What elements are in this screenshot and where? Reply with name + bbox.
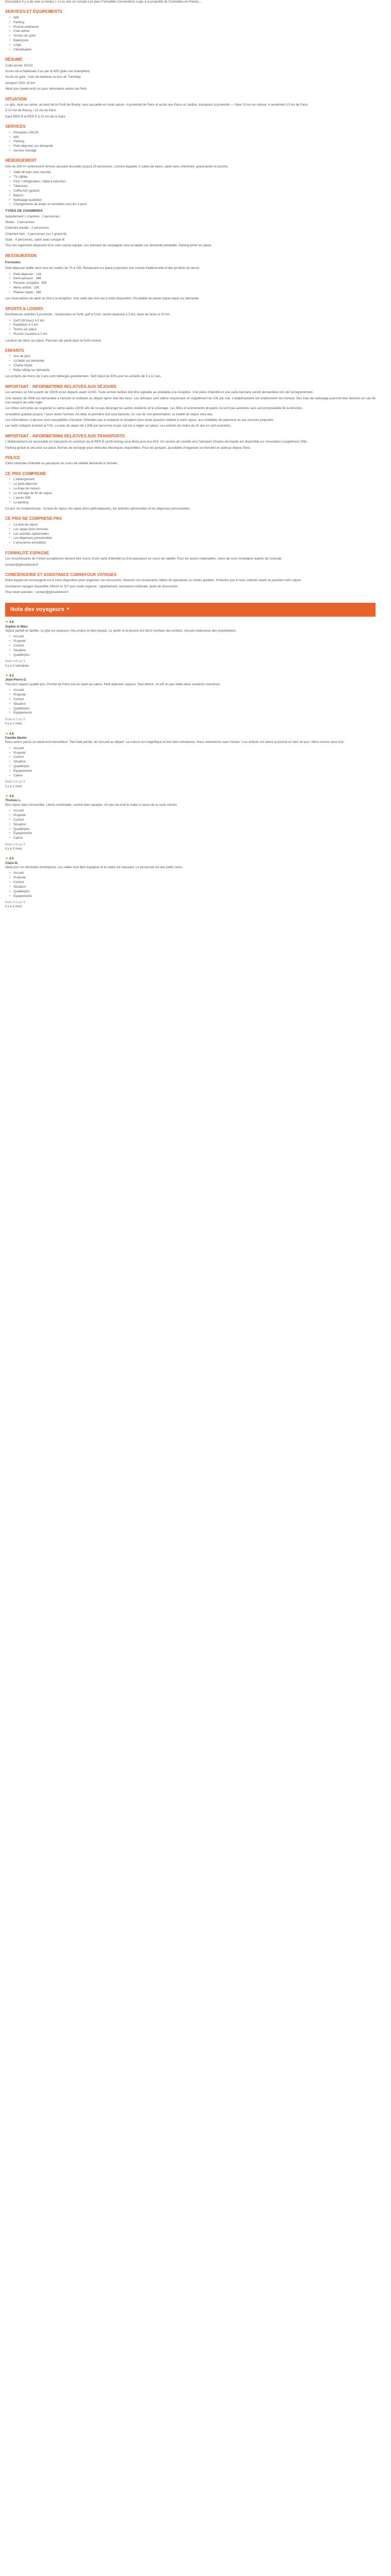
review-tag: • Confort: [13, 698, 376, 702]
conciergerie-heading: CONCIERGERIE ET ASSISTANCE CARREFOUR VOYAGES: [5, 572, 117, 577]
list-item: • Le linge de maison: [13, 487, 376, 491]
prix-ne-comprend-list: [5, 523, 376, 546]
review-tag: • Propreté: [13, 876, 376, 880]
list-item: • Balançoire: [13, 39, 376, 43]
review-tag: • Situation: [13, 702, 376, 706]
reviews-header-bar[interactable]: [5, 603, 376, 617]
review-tag: • Accueil: [13, 871, 376, 875]
review-item: [5, 794, 376, 851]
review-tag: • Qualité/prix: [13, 765, 376, 769]
list-item: • Petit-déjeuner : 12€: [13, 273, 376, 277]
list-item: • Aire de jeux: [13, 354, 376, 359]
list-item: • Chat admis: [13, 29, 376, 33]
review-date: il y a 3 mois: [5, 846, 22, 851]
review-tag: • Équipements: [13, 832, 376, 836]
resume-line: Accès en gare : train de banlieue ou bus de Tremblay: [5, 75, 81, 79]
chevron-down-icon: ▼: [66, 607, 70, 612]
list-item: • Plateau repas : 18€: [13, 291, 376, 295]
important-heading: IMPORTANT - INFORMATIONS RELATIVES AUX SÉJOURS: [5, 384, 117, 389]
important-para: Les arrivées se font à partir de 15h00 et les départs avant 11h00. Toute arrivée tardive doit être signalée au préalable à la réception. Une pièce d'identité et une carte bancaire seront demandées lors de l'enregistrement.: [5, 391, 314, 395]
list-item: • TV câblée: [13, 175, 376, 179]
important-para: Annulation gratuite jusqu'à 7 jours avant l'arrivée. Au-delà, la première nuit sera facturée. En cas de non-présentation, la totalité du séjour sera due.: [5, 412, 214, 416]
important2-para: Parking gratuit et sécurisé sur place. Bornes de recharge pour véhicules électriques disponibles. Pour les groupes, possibilité d'organiser un transfert en autocar depuis Paris.: [5, 446, 251, 450]
review-text: Bon séjour dans l'ensemble. Literie confortable, cuisine bien équipée. Un peu de bruit le matin à cause de la route voisine.: [5, 803, 178, 807]
list-item: • Petit-déjeuner sur demande: [13, 144, 376, 148]
review-author: Sophie et Marc: [5, 624, 28, 629]
sports-heading: SPORTS & LOISIRS: [5, 306, 43, 311]
review-tag: • Situation: [13, 885, 376, 889]
list-item: • Demi-pension : 38€: [13, 277, 376, 281]
list-item: • L'accès Wifi: [13, 496, 376, 500]
situation-heading: SITUATION: [5, 96, 27, 101]
review-tag: • Qualité/prix: [13, 890, 376, 894]
important-para: Une caution de 300€ est demandée à l'arrivée et restituée au départ après état des lieux. Les animaux sont admis moyennant un supplément de 10€ par nuit. L'établissement est entièrement non-fumeur. Des frais de nettoyage pourront être facturés en cas de non-respect de cette règle.: [5, 396, 376, 404]
list-item: • Chaise haute: [13, 364, 376, 368]
review-score: 4.6: [9, 620, 14, 624]
intro-text: Description Il y a de cela un temps (~) Les avis en compte Les joies Formalités Conventions Logis à la propriété de Cormeilles-en-Parisis…: [5, 0, 202, 4]
conciergerie-text2: Assistance voyages disponible 24h/24 et 7j/7 pour toute urgence : rapatriement, assistance médicale, perte de documents.: [5, 584, 179, 588]
review-tags: [5, 635, 376, 657]
list-item: • Le ménage de fin de séjour: [13, 492, 376, 496]
hebergement-text: Gîte de 300 m² entièrement rénové, pouvant accueillir jusqu'à 20 personnes. Cuisine équipée, 3 salles de bains, salon avec cheminée, grand jardin et piscine.: [5, 164, 229, 168]
review-tag: • Confort: [13, 644, 376, 648]
police-text: Carte nationale d'identité ou passeport en cours de validité demandé à l'arrivée.: [5, 462, 118, 466]
star-rating-icon: ★: [5, 620, 9, 624]
room-type: Studio : 2 personnes: [5, 220, 35, 224]
review-tag: • Accueil: [13, 688, 376, 692]
review-text: Séjour parfait en famille. Le gîte est spacieux, très propre et bien équipé. Le jardin et la piscine ont fait le bonheur des enfants. Accueil chaleureux des propriétaires.: [5, 629, 237, 633]
list-item: • Climatisation: [13, 48, 376, 52]
review-tag: • Situation: [13, 649, 376, 653]
list-item: • Parking: [13, 21, 376, 25]
hebergement-text2: Tous les logements disposent d'un coin cuisine équipé. Les animaux de compagnie sont acceptés sur demande préalable. Parking privé sur place.: [5, 244, 212, 248]
review-rating-label: Noté 4.2 sur 5: [5, 717, 25, 721]
prix-comprend-list: [5, 478, 376, 505]
enfants-heading: ENFANTS: [5, 348, 24, 353]
resume-line: Code postal: 93110: [5, 63, 33, 67]
situation-text: Le gîte, situé au calme, au bord de la Forêt de Bondy, vous accueille en toute saison. A proximité de Paris et accès aux Parcs et Jardins, transports à proximité — Gare 15 mn en voiture. A seulement 13 km de Paris.: [5, 103, 308, 107]
list-item: • Équitation à 3 km: [13, 323, 376, 327]
list-item: • Golf (18 trous) à 5 km: [13, 319, 376, 323]
review-rating-label: Noté 4.6 sur 5: [5, 659, 25, 664]
review-date: il y a 1 mois: [5, 722, 22, 726]
formalites-link[interactable]: contact@gitesdeforet.fr: [5, 563, 39, 567]
review-tag: • Équipements: [13, 711, 376, 715]
prix-comprend-heading: CE PRIX COMPREND: [5, 471, 46, 476]
conciergerie-text: Notre équipe de conciergerie est à votre disposition pour organiser vos excursions, réserver vos restaurants, billets de spectacles ou visites guidées. N'hésitez pas à nous solliciter avant ou pendant votre séjour.: [5, 579, 302, 583]
room-type: Suite : 4 personnes, salon avec canapé-lit: [5, 238, 64, 242]
review-tag: • Équipements: [13, 894, 376, 899]
list-item: • Four / réfrigérateur / table à induction: [13, 180, 376, 184]
review-rating-label: Noté 4.5 sur 5: [5, 901, 25, 905]
formalites-text: Les ressortissants de l'Union européenne doivent être munis d'une carte d'identité ou d'un passeport en cours de validité. Pour les autres nationalités, merci de vous renseigner auprès du consulat.: [5, 557, 282, 561]
room-type: Appartement 1 chambre : 2 personnes: [5, 214, 60, 218]
review-tag: • Équipements: [13, 769, 376, 773]
star-rating-icon: ★: [5, 732, 9, 736]
star-rating-icon: ★: [5, 674, 9, 677]
restauration-text: Petit-déjeuner buffet servi tous les matins de 7h à 10h. Restaurant sur place proposant une cuisine traditionnelle et des produits du terroir.: [5, 266, 200, 270]
review-tag: • Propreté: [13, 693, 376, 697]
conciergerie-text3: Pour toute question : contact@gitesdeforet.fr: [5, 590, 69, 595]
list-item: • Wifi: [13, 16, 376, 20]
services-heading: SERVICES ET ÉQUIPEMENTS: [5, 9, 62, 14]
review-score: 4.2: [9, 674, 14, 677]
review-tag: • Calme: [13, 836, 376, 840]
important2-heading: IMPORTANT - INFORMATIONS RELATIVES AUX TRANSPORTS: [5, 433, 125, 438]
review-tag: • Propreté: [13, 639, 376, 643]
list-item: • Coffre-fort (gratuit): [13, 189, 376, 193]
review-tag: • Calme: [13, 774, 376, 778]
review-author: Famille Martin: [5, 736, 27, 740]
list-item: • Tennis sur place: [13, 328, 376, 332]
review-author: Thomas L.: [5, 799, 21, 803]
list-item: • L'hébergement: [13, 478, 376, 482]
review-item: [5, 732, 376, 789]
review-author: Jean-Pierre D.: [5, 678, 27, 682]
list-item: • Linge: [13, 43, 376, 47]
list-item: • La taxe de séjour: [13, 523, 376, 527]
restauration-heading: RESTAURATION: [5, 253, 37, 258]
star-rating-icon: ★: [5, 794, 9, 798]
list-item: • Les activités optionnelles: [13, 532, 376, 536]
restauration-sub: Formules: [5, 261, 21, 265]
list-item: • Télévision: [13, 184, 376, 189]
list-item: • Wifi: [13, 135, 376, 140]
list-item: • Piscine extérieure: [13, 25, 376, 29]
resume-heading: RÉSUMÉ: [5, 57, 23, 62]
list-item: • Terrain de sport: [13, 34, 376, 38]
review-item: [5, 856, 376, 909]
list-item: • Salle de bain avec douche: [13, 171, 376, 175]
reviews-header-label: Note des voyageurs: [10, 606, 64, 613]
review-item: [5, 673, 376, 726]
list-item: • Parking: [13, 140, 376, 144]
formalites-heading: FORMALITÉ ESPAGNE: [5, 550, 50, 555]
list-item: • Nettoyage quotidien: [13, 198, 376, 202]
situation-line: Gare RER B et RER E à 10 mn de la Gare: [5, 114, 66, 118]
list-item: • Le petit-déjeuner: [13, 482, 376, 486]
page-content: [0, 0, 381, 909]
enfants-text: Les enfants de moins de 3 ans sont hébergés gratuitement. Tarif réduit de 50% pour les enfants de 3 à 12 ans.: [5, 375, 161, 379]
important-para: Les tarifs indiqués incluent la TVA. La taxe de séjour de 1,50€ par personne et par nuit est à régler sur place. Les enfants de moins de 18 ans en sont exonérés.: [5, 424, 232, 428]
review-author: Claire B.: [5, 861, 19, 865]
review-rating-label: Noté 3.9 sur 5: [5, 842, 25, 846]
important-para: Les informations ci-dessus sont susceptibles d'évoluer. N'hésitez pas à contacter la réception pour toute question relative à votre séjour, aux modalités de paiement ou aux services proposés.: [5, 418, 274, 422]
resume-line: Idéal pour (week-end) ou pour séminaires autour de Paris: [5, 87, 87, 91]
list-item: • Pension complète : 55€: [13, 281, 376, 285]
resume-line: Aéroport CDG 15 km: [5, 81, 35, 85]
hebergement-heading: HÉBERGEMENT: [5, 158, 37, 163]
important2-para: L'établissement est accessible en transports en commun via le RER B (arrêt Aulnay-sous-Bois) puis bus 615. Un service de navette vers l'aéroport Charles-de-Gaulle est disponible sur réservation (supplément 25€).: [5, 440, 308, 444]
list-item: • Le parking: [13, 501, 376, 505]
review-tag: • Situation: [13, 823, 376, 827]
list-item: • Baby-sitting sur demande: [13, 368, 376, 372]
review-score: 4.5: [9, 857, 14, 861]
review-rating-label: Noté 4.8 sur 5: [5, 780, 25, 784]
important-para: Les hôtes sont priés de respecter le calme après 22h00 afin de ne pas déranger les autres résidents et le voisinage. Les fêtes et événements bruyants ne sont pas autorisés sans accord préalable de la direction.: [5, 406, 303, 411]
sports-text2: Location de vélos sur place. Parcours de santé dans la forêt voisine.: [5, 338, 102, 343]
list-item: • Lit bébé sur demande: [13, 359, 376, 363]
review-tags: [5, 809, 376, 841]
list-item: • Changements de draps et serviettes tous les 3 jours: [13, 202, 376, 207]
review-tags: [5, 747, 376, 778]
review-item: [5, 620, 376, 668]
services2-heading: SERVICES: [5, 124, 26, 129]
prix-comprend-text: Ce prix ne comprend pas : la taxe de séjour, les repas (hors petit-déjeuner), les activités optionnelles et les dépenses personnelles.: [5, 506, 191, 511]
restauration-text2: Les réservations de table se font à la réception. Une carte des vins est à votre disposition. Possibilité de panier pique-nique sur demande.: [5, 297, 200, 301]
resume-line: Accès via la Nationale 3 ou par la N30 (jolie vue champêtre): [5, 70, 90, 74]
review-tag: • Accueil: [13, 747, 376, 751]
sports-list: [5, 319, 376, 337]
review-text: Très bon rapport qualité-prix. Proche de Paris tout en étant au calme. Petit-déjeuner copieux. Seul bémol : le wifi un peu faible dans certaines chambres.: [5, 682, 221, 686]
review-text: Nous avons passé un week-end merveilleux. Tout était parfait, de l'accueil au départ. La maison est magnifique et très bien entretenue. Nous reviendrons sans hésiter ! Les enfants ont adoré la piscine et l'aire de jeux. Merci encore pour tout.: [5, 740, 345, 744]
review-tag: • Qualité/prix: [13, 827, 376, 832]
police-heading: POLICE: [5, 455, 21, 460]
prix-ne-comprend-heading: CE PRIX NE COMPREND PAS: [5, 516, 62, 521]
room-type: Chambre twin : 2 personnes (ou 1 grand lit): [5, 232, 67, 236]
list-item: • Les dépenses personnelles: [13, 536, 376, 540]
review-tag: • Qualité/prix: [13, 653, 376, 657]
services2-list: [5, 131, 376, 154]
review-score: 4.8: [9, 732, 14, 736]
review-date: il y a 2 mois: [5, 784, 22, 788]
review-tag: • Qualité/prix: [13, 707, 376, 711]
room-type: Chambre double : 2 personnes: [5, 226, 49, 230]
list-item: • Service ménage: [13, 149, 376, 153]
review-tags: [5, 871, 376, 899]
review-text: Idéal pour un séminaire d'entreprise. Les salles sont bien équipées et le cadre est reposant. Le personnel est aux petits soins.: [5, 866, 183, 870]
list-item: • Les repas (hors formule): [13, 528, 376, 532]
review-tags: [5, 688, 376, 716]
review-tag: • Propreté: [13, 814, 376, 818]
list-item: • Réception 24h/24: [13, 131, 376, 135]
list-item: • Menu enfant : 15€: [13, 286, 376, 290]
situation-line: À 10 mn de Roissy / 15 mn de Paris: [5, 109, 56, 113]
review-tag: • Accueil: [13, 809, 376, 813]
enfants-list: [5, 354, 376, 372]
services-list: [5, 16, 376, 52]
review-tag: • Confort: [13, 818, 376, 822]
star-rating-icon: ★: [5, 857, 9, 861]
list-item: • L'assurance annulation: [13, 541, 376, 545]
review-score: 3.9: [9, 794, 14, 798]
review-tag: • Confort: [13, 880, 376, 885]
room-types-heading: TYPES DE CHAMBRES: [5, 209, 43, 213]
hebergement-list: [5, 171, 376, 207]
review-date: il y a 2 semaines: [5, 664, 29, 668]
sports-text: Nombreuses activités à proximité : randonnées en forêt, golf à 5 km, centre équestre à 3 km, base de loisirs à 10 km.: [5, 313, 171, 317]
review-tag: • Propreté: [13, 751, 376, 755]
review-tag: • Situation: [13, 760, 376, 764]
review-tag: • Accueil: [13, 635, 376, 639]
review-tag: • Confort: [13, 755, 376, 759]
restauration-list: [5, 273, 376, 295]
list-item: • Piscine couverte à 2 km: [13, 332, 376, 336]
review-date: il y a 4 mois: [5, 905, 22, 909]
list-item: • Balcon: [13, 194, 376, 198]
